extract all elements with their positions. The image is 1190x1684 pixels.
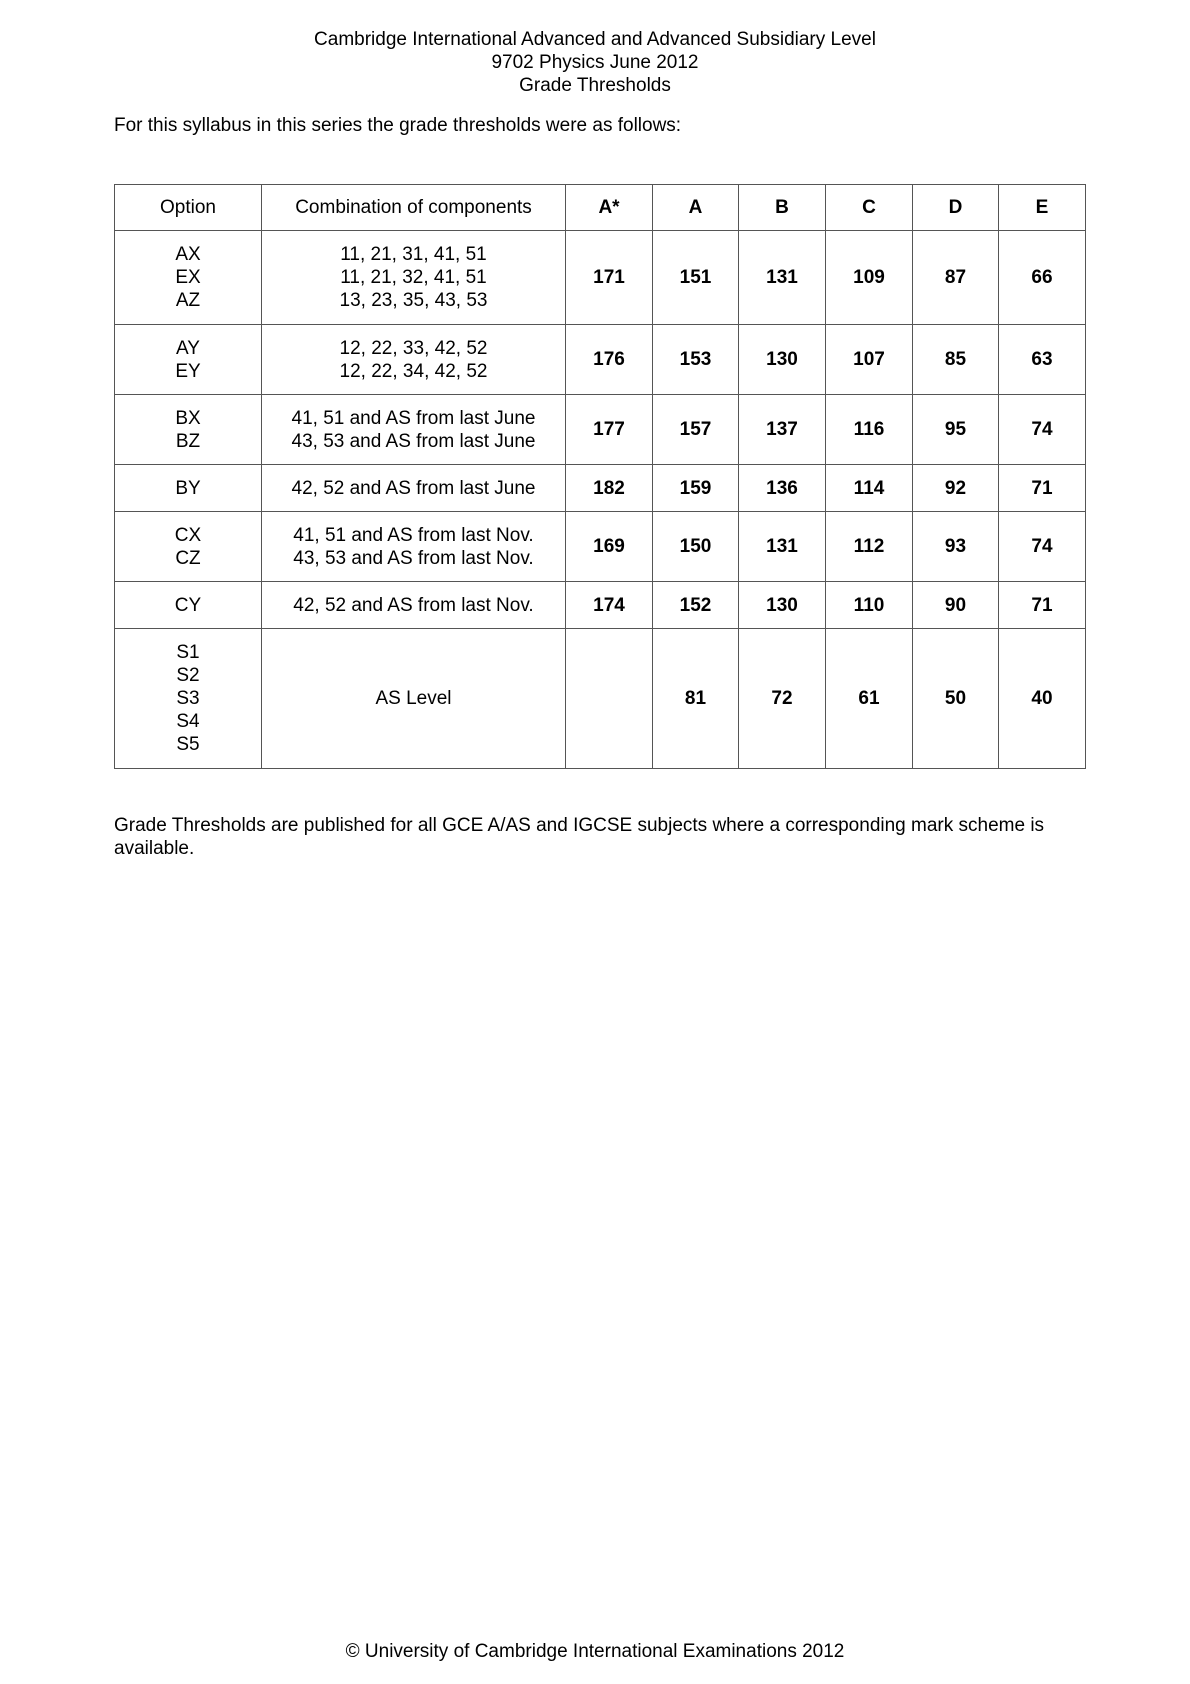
- grade-a-star-cell: 174: [566, 582, 653, 629]
- option-cell: [115, 395, 262, 465]
- grade-a-star-cell: [566, 629, 653, 769]
- option-code: CX: [174, 524, 202, 546]
- grade-a-cell: 157: [653, 395, 739, 465]
- grade-c-cell: 110: [826, 582, 913, 629]
- option-code: BX: [175, 407, 201, 429]
- grade-d-cell: 95: [913, 395, 999, 465]
- grade-a-cell: 152: [653, 582, 739, 629]
- grade-a-star-cell: 176: [566, 325, 653, 395]
- grade-d-cell: 85: [913, 325, 999, 395]
- option-code: CZ: [175, 547, 201, 569]
- option-code: S4: [176, 711, 200, 732]
- header-title: Grade Thresholds: [519, 75, 671, 96]
- grade-c-cell: 114: [826, 465, 913, 512]
- grade-e-cell: 71: [999, 465, 1086, 512]
- component-combination: 13, 23, 35, 43, 53: [339, 290, 488, 311]
- grade-d-cell: 87: [913, 231, 999, 325]
- grade-d-cell: 50: [913, 629, 999, 769]
- grade-a-cell: 153: [653, 325, 739, 395]
- table-row: [115, 395, 1086, 465]
- option-code: BZ: [175, 430, 201, 452]
- components-cell: [262, 325, 566, 395]
- intro-text: For this syllabus in this series the grade thresholds were as follows:: [114, 115, 682, 136]
- component-combination: 43, 53 and AS from last Nov.: [293, 547, 534, 569]
- grade-e-cell: 40: [999, 629, 1086, 769]
- header-grade-e: E: [999, 185, 1086, 231]
- option-code: S1: [176, 642, 200, 663]
- grade-a-star-cell: 171: [566, 231, 653, 325]
- grade-b-cell: 131: [739, 512, 826, 582]
- grade-c-cell: 116: [826, 395, 913, 465]
- option-cell: [115, 465, 262, 512]
- grade-b-cell: 131: [739, 231, 826, 325]
- publication-note: Grade Thresholds are published for all GCE A/AS and IGCSE subjects where a corresponding mark scheme is available.: [114, 815, 1045, 859]
- option-code: BY: [175, 477, 201, 499]
- grade-e-cell: 74: [999, 512, 1086, 582]
- grade-b-cell: 137: [739, 395, 826, 465]
- grade-c-cell: 109: [826, 231, 913, 325]
- option-code: CY: [174, 594, 202, 616]
- table-row: [115, 512, 1086, 582]
- grade-d-cell: 90: [913, 582, 999, 629]
- component-combination: 41, 51 and AS from last June: [291, 407, 536, 429]
- grade-e-cell: 71: [999, 582, 1086, 629]
- components-cell: [262, 582, 566, 629]
- component-combination: 12, 22, 34, 42, 52: [339, 360, 488, 382]
- grade-b-cell: 136: [739, 465, 826, 512]
- table-row: [115, 582, 1086, 629]
- grade-c-cell: 61: [826, 629, 913, 769]
- table-header-row: [115, 185, 1086, 231]
- table-row: [115, 465, 1086, 512]
- header-syllabus: 9702 Physics June 2012: [491, 52, 699, 73]
- header-grade-d: D: [913, 185, 999, 231]
- grade-a-star-cell: 182: [566, 465, 653, 512]
- grade-a-cell: 159: [653, 465, 739, 512]
- option-cell: [115, 325, 262, 395]
- option-cell: [115, 512, 262, 582]
- header-grade-c: C: [826, 185, 913, 231]
- grade-e-cell: 66: [999, 231, 1086, 325]
- component-combination: 42, 52 and AS from last June: [291, 477, 536, 499]
- option-cell: [115, 582, 262, 629]
- table-row: [115, 629, 1086, 769]
- grade-a-cell: 81: [653, 629, 739, 769]
- component-combination: 12, 22, 33, 42, 52: [339, 337, 488, 359]
- component-combination: 42, 52 and AS from last Nov.: [293, 594, 534, 616]
- option-code: S5: [176, 734, 200, 755]
- option-code: AX: [175, 244, 201, 265]
- option-cell: [115, 629, 262, 769]
- grade-c-cell: 107: [826, 325, 913, 395]
- table-row: [115, 231, 1086, 325]
- grade-a-cell: 150: [653, 512, 739, 582]
- grade-e-cell: 74: [999, 395, 1086, 465]
- components-cell: [262, 629, 566, 769]
- grade-d-cell: 92: [913, 465, 999, 512]
- option-code: AY: [176, 337, 200, 359]
- header-grade-b: B: [739, 185, 826, 231]
- header-grade-a: A: [653, 185, 739, 231]
- option-code: S3: [176, 688, 200, 709]
- grade-a-cell: 151: [653, 231, 739, 325]
- grade-a-star-cell: 177: [566, 395, 653, 465]
- grade-b-cell: 130: [739, 582, 826, 629]
- header-components: Combination of components: [262, 185, 566, 231]
- grade-e-cell: 63: [999, 325, 1086, 395]
- header-qualification: Cambridge International Advanced and Advanced Subsidiary Level: [314, 29, 876, 50]
- components-cell: [262, 512, 566, 582]
- component-combination: 11, 21, 32, 41, 51: [340, 267, 487, 288]
- option-code: EY: [175, 360, 201, 382]
- grade-b-cell: 72: [739, 629, 826, 769]
- grade-thresholds-table: [114, 184, 1086, 769]
- component-combination: AS Level: [375, 688, 452, 709]
- option-code: S2: [176, 665, 200, 686]
- copyright-footer: © University of Cambridge International Examinations 2012: [345, 1641, 845, 1662]
- component-combination: 11, 21, 31, 41, 51: [340, 244, 487, 265]
- document-header: [0, 28, 1190, 97]
- header-grade-a-star: A*: [566, 185, 653, 231]
- option-cell: [115, 231, 262, 325]
- component-combination: 41, 51 and AS from last Nov.: [293, 524, 534, 546]
- option-code: AZ: [175, 290, 201, 311]
- table-row: [115, 325, 1086, 395]
- grade-c-cell: 112: [826, 512, 913, 582]
- components-cell: [262, 465, 566, 512]
- option-code: EX: [175, 267, 201, 288]
- grade-b-cell: 130: [739, 325, 826, 395]
- components-cell: [262, 395, 566, 465]
- grade-d-cell: 93: [913, 512, 999, 582]
- components-cell: [262, 231, 566, 325]
- component-combination: 43, 53 and AS from last June: [291, 430, 536, 452]
- grade-a-star-cell: 169: [566, 512, 653, 582]
- header-option: Option: [115, 185, 262, 231]
